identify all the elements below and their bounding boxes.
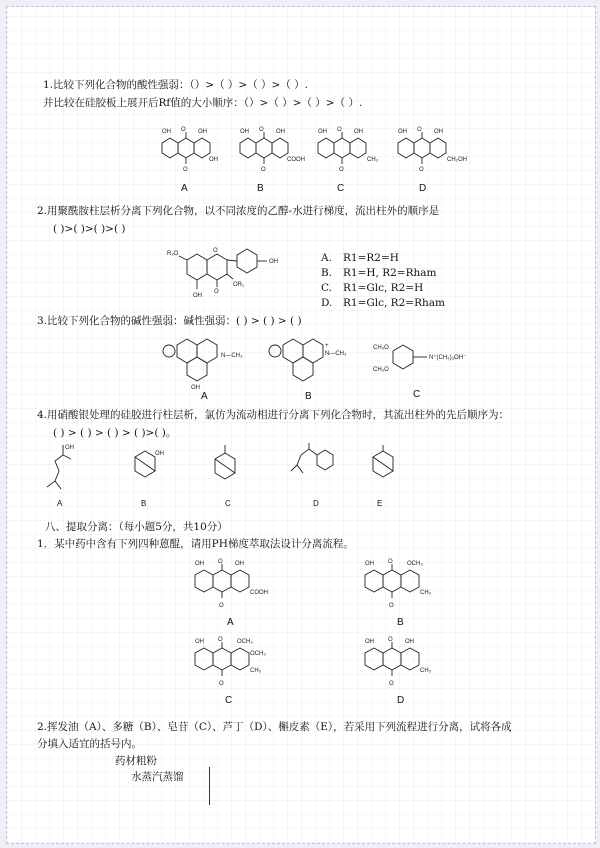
q4-line1: 4.用硝酸银处理的硅胶进行柱层析，氯仿为流动相进行分离下列化合物时，其流出柱外的先后顺序为： <box>37 409 510 421</box>
svg-text:OR₁: OR₁ <box>233 282 245 288</box>
svg-text:CH₃: CH₃ <box>420 668 432 674</box>
svg-text:O: O <box>389 603 394 609</box>
svg-text:OCH₃: OCH₃ <box>407 561 423 567</box>
svg-text:O: O <box>389 681 394 687</box>
svg-text:CH₃O: CH₃O <box>373 345 389 351</box>
q1-line1: 1.比较下列化合物的酸性强弱：（）>（ ）>（ ）>（ ）. <box>43 79 309 91</box>
svg-text:O: O <box>419 167 424 173</box>
s8-structure-b <box>357 555 457 613</box>
svg-text:O: O <box>219 681 224 687</box>
svg-text:OCH₃: OCH₃ <box>237 639 253 645</box>
svg-text:COOH: COOH <box>287 157 305 163</box>
q1-line2: 并比较在硅胶板上展开后Rf值的大小顺序：（）>（ ）>（ ）>（ ）. <box>43 97 363 109</box>
s8-structure-a <box>187 555 287 613</box>
svg-text:O: O <box>219 603 224 609</box>
q4-structure-e <box>365 445 405 491</box>
q4-label-a: A <box>57 499 63 508</box>
q3-label-c: C <box>413 389 421 400</box>
q1-structure-c <box>313 125 383 175</box>
svg-text:N—CH₃: N—CH₃ <box>221 353 243 359</box>
svg-text:CH₂OH: CH₂OH <box>447 157 467 163</box>
q2-option-c: C. R1=Glc, R2=H <box>321 282 424 294</box>
q4-label-b: B <box>141 499 147 508</box>
svg-text:OH: OH <box>318 129 327 135</box>
q2-flavonoid-structure <box>167 245 307 307</box>
svg-text:CH₃O: CH₃O <box>373 367 389 373</box>
svg-text:CH₃: CH₃ <box>367 157 379 163</box>
svg-text:OH: OH <box>195 561 204 567</box>
svg-text:R₂O: R₂O <box>167 251 179 257</box>
svg-text:O: O <box>181 127 186 133</box>
flow-connector-line <box>209 767 210 805</box>
q4-structure-d <box>287 441 347 495</box>
svg-text:OH: OH <box>198 129 207 135</box>
svg-text:O: O <box>417 127 422 133</box>
q2-option-d: D. R1=Glc, R2=Rham <box>321 297 445 309</box>
svg-text:OH: OH <box>365 639 374 645</box>
s8-label-d: D <box>397 695 405 706</box>
q3-line1: 3.比较下列化合物的碱性强弱：碱性强弱：( ) > ( ) > ( ) <box>37 315 302 327</box>
q3-structure-b <box>265 333 355 393</box>
exam-page <box>6 6 596 844</box>
svg-text:O: O <box>388 637 393 643</box>
svg-text:O: O <box>261 167 266 173</box>
svg-text:OH: OH <box>354 129 363 135</box>
svg-text:O: O <box>183 167 188 173</box>
q3-structure-c <box>373 341 493 381</box>
q4-label-d: D <box>313 499 319 508</box>
q3-label-b: B <box>305 391 312 402</box>
q3-structure-a <box>159 333 249 393</box>
svg-text:OH: OH <box>191 385 200 391</box>
q2-line2: ( )>( )>( )>( ) <box>53 223 126 235</box>
section8-heading: 八、提取分离：（每小题5分，共10分） <box>45 521 228 533</box>
q1-label-d: D <box>419 183 427 194</box>
svg-text:CH₃: CH₃ <box>250 668 262 674</box>
s8-label-a: A <box>227 617 234 628</box>
q4-structure-b <box>125 445 169 491</box>
svg-text:O: O <box>339 167 344 173</box>
q4-structure-c <box>207 443 247 491</box>
q2-options <box>321 251 445 311</box>
svg-text:OH: OH <box>398 129 407 135</box>
section8-q2-line1: 2.挥发油（A）、多糖（B）、皂苷（C）、芦丁（D）、槲皮素（E），若采用下列流程进行分离，试将各成 <box>37 721 512 733</box>
svg-text:OH: OH <box>195 639 204 645</box>
svg-text:OH: OH <box>269 259 278 265</box>
svg-text:OH: OH <box>405 639 414 645</box>
svg-text:OH: OH <box>240 129 249 135</box>
svg-text:O: O <box>218 559 223 565</box>
svg-text:O: O <box>259 127 264 133</box>
svg-text:OH: OH <box>65 445 74 451</box>
svg-text:O: O <box>388 559 393 565</box>
section8-q2-line2: 分填入适宜的括号内。 <box>37 738 142 750</box>
svg-text:CH₃: CH₃ <box>420 590 432 596</box>
q1-structure-d <box>393 125 473 175</box>
q3-label-a: A <box>201 391 208 402</box>
q1-structure-a <box>157 125 227 175</box>
q1-label-c: C <box>337 183 345 194</box>
svg-text:N—CH₃: N—CH₃ <box>325 351 347 357</box>
s8-structure-c <box>187 633 287 691</box>
svg-text:OH: OH <box>209 157 218 163</box>
q2-option-a: A. R1=R2=H <box>321 252 399 264</box>
q4-label-c: C <box>225 499 231 508</box>
svg-text:O: O <box>213 248 218 254</box>
q2-line1: 2.用聚酰胺柱层析分离下列化合物，以不同浓度的乙醇-水进行梯度，流出柱外的顺序是 <box>37 205 440 217</box>
q2-option-b: B. R1=H, R2=Rham <box>321 267 437 279</box>
svg-text:OH: OH <box>162 129 171 135</box>
svg-text:OH: OH <box>276 129 285 135</box>
svg-text:OH: OH <box>365 561 374 567</box>
svg-text:OH: OH <box>434 129 443 135</box>
svg-text:COOH: COOH <box>250 590 268 596</box>
q4-line2: ( ) > ( ) > ( ) > ( )>( )。 <box>53 427 177 439</box>
svg-text:OH: OH <box>193 293 202 299</box>
svg-text:+: + <box>325 343 329 349</box>
svg-text:N⁺(CH₃)₃OH⁻: N⁺(CH₃)₃OH⁻ <box>429 355 467 361</box>
q4-structure-a <box>43 441 83 495</box>
svg-text:O: O <box>218 637 223 643</box>
section8-q1: 1．某中药中含有下列四种蒽醌，请用PH梯度萃取法设计分离流程。 <box>37 538 354 550</box>
svg-text:OCH₃: OCH₃ <box>250 651 266 657</box>
s8-label-c: C <box>225 695 233 706</box>
q1-label-a: A <box>181 183 188 194</box>
s8-label-b: B <box>397 617 404 628</box>
svg-text:O: O <box>214 289 219 295</box>
q4-label-e: E <box>377 499 383 508</box>
svg-text:O: O <box>337 127 342 133</box>
flow-step-steam-distillation: 水蒸汽蒸馏 <box>131 771 184 783</box>
q1-label-b: B <box>257 183 264 194</box>
q1-structure-b <box>235 125 310 175</box>
flow-step-crude-powder: 药材粗粉 <box>115 755 157 767</box>
svg-text:OH: OH <box>155 451 164 457</box>
svg-text:OH: OH <box>235 561 244 567</box>
s8-structure-d <box>357 633 457 691</box>
